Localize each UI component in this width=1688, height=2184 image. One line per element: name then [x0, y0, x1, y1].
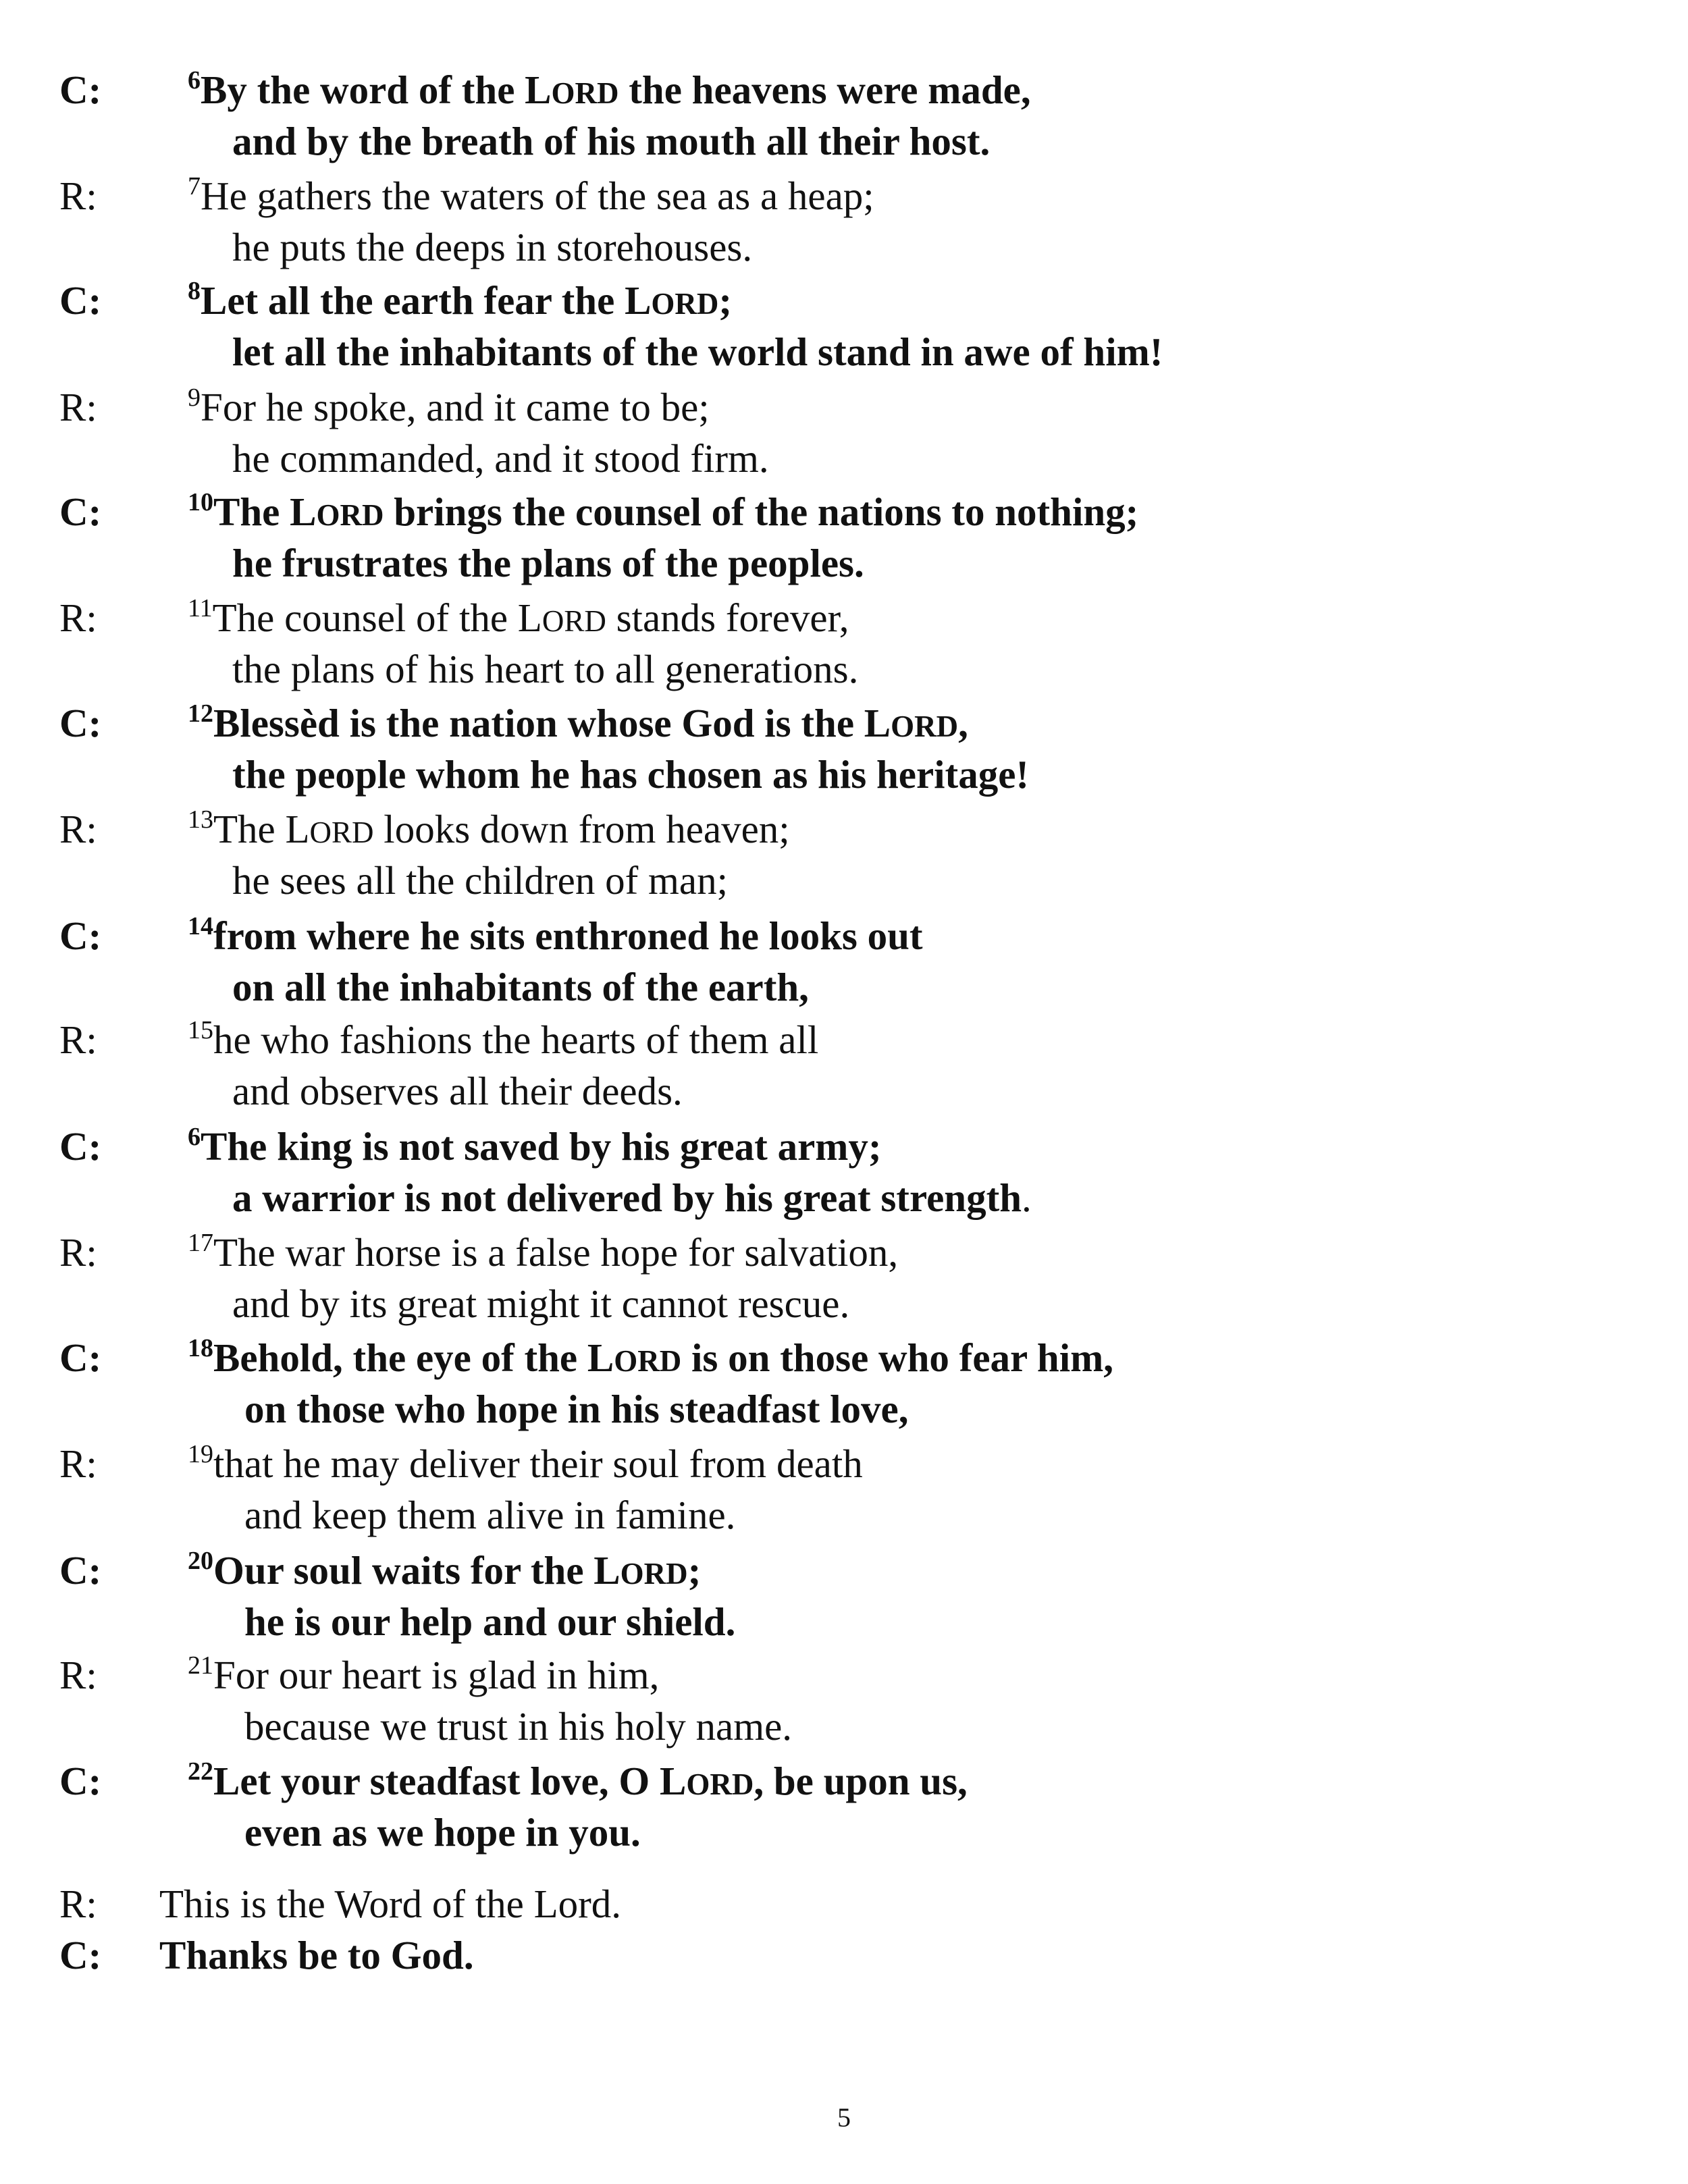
verse-line-1 — [188, 592, 849, 649]
speaker-label: R: — [59, 1017, 97, 1062]
verse-line-2 — [232, 115, 990, 167]
verse-text-segment: from where he sits enthroned he looks out — [213, 913, 923, 958]
verse-line-2 — [232, 1172, 1032, 1223]
congregation-verse — [0, 910, 1688, 1013]
verse-text-segment: Let all the earth fear the — [201, 278, 625, 323]
verse-line-1 — [188, 1755, 968, 1812]
verse-text-segment: that he may deliver their soul from death — [213, 1441, 863, 1486]
verse-text-segment: he commanded, and it stood firm. — [232, 436, 769, 481]
reader-verse — [0, 1014, 1688, 1117]
verse-number: 6 — [188, 66, 201, 95]
verse-text-segment: For he spoke, and it came to be; — [201, 385, 710, 429]
verse-line-1 — [188, 1227, 898, 1283]
verse-text-segment: The counsel of the — [212, 595, 518, 640]
verse-text-segment: Let your steadfast love, O — [213, 1759, 660, 1803]
verse-text-segment: on all the inhabitants of the earth, — [232, 965, 809, 1009]
verse-line-2 — [232, 433, 769, 484]
speaker-label: R: — [59, 1230, 97, 1275]
speaker-label: C: — [59, 68, 102, 112]
verse-text-segment: For our heart is glad in him, — [213, 1653, 660, 1697]
verse-line-2 — [232, 326, 1163, 377]
speaker-label: R: — [59, 174, 97, 218]
verse-text-segment: ; — [687, 1548, 702, 1593]
speaker-label: C: — [59, 489, 102, 534]
verse-text-segment: stands forever, — [606, 595, 849, 640]
verse-number: 13 — [188, 805, 213, 834]
verse-line-2 — [232, 643, 858, 695]
verse-text-segment: L — [594, 1548, 621, 1593]
speaker-label: R: — [59, 385, 97, 429]
congregation-response — [0, 1929, 1688, 1981]
verse-line-1 — [188, 910, 923, 967]
reader-verse — [0, 381, 1688, 484]
verse-text-segment: He gathers the waters of the sea as a heap; — [201, 174, 874, 218]
verse-text-segment: on those who hope in his steadfast love, — [244, 1387, 909, 1431]
verse-text-segment: ORD — [620, 1557, 688, 1591]
verse-text-segment: ORD — [309, 816, 374, 849]
verse-text-segment: is on those who fear him, — [681, 1335, 1113, 1380]
verse-line-2 — [244, 1807, 641, 1858]
verse-text-segment: L — [625, 278, 652, 323]
speaker-label: C: — [59, 278, 102, 323]
verse-line-1 — [188, 170, 874, 227]
verse-number: 12 — [188, 699, 213, 728]
verse-text-segment: ORD — [651, 287, 719, 321]
verse-text-segment: let all the inhabitants of the world stand in awe of him! — [232, 329, 1163, 374]
speaker-label: R: — [59, 1882, 97, 1926]
verse-line-1 — [188, 486, 1138, 543]
verse-text-segment: ORD — [891, 710, 959, 743]
verse-text-segment: The king is not saved by his great army; — [201, 1124, 882, 1169]
verse-text-segment: because we trust in his holy name. — [244, 1704, 793, 1749]
congregation-verse — [0, 486, 1688, 589]
reader-verse — [0, 1438, 1688, 1541]
congregation-verse — [0, 1545, 1688, 1647]
verse-text-segment: L — [864, 701, 891, 745]
verse-line-1 — [188, 1332, 1113, 1389]
verse-number: 20 — [188, 1547, 213, 1575]
page-number: 5 — [837, 2102, 851, 2133]
response-text: This is the Word of the Lord. — [159, 1882, 622, 1926]
verse-line-1 — [188, 1545, 701, 1601]
verse-text-segment: , be upon us, — [754, 1759, 968, 1803]
verse-line-2 — [232, 1065, 683, 1117]
speaker-label: C: — [59, 1124, 102, 1169]
speaker-label: C: — [59, 701, 102, 745]
reader-verse — [0, 170, 1688, 273]
verse-text-segment: he puts the deeps in storehouses. — [232, 225, 753, 269]
verse-text-segment: By the word of the — [201, 68, 525, 112]
verse-text-tail: . — [1022, 1175, 1032, 1220]
verse-line-1 — [188, 697, 968, 754]
verse-text-segment: L — [659, 1759, 687, 1803]
speaker-label: R: — [59, 1653, 97, 1697]
speaker-label: R: — [59, 595, 97, 640]
congregation-verse — [0, 697, 1688, 800]
verse-text-segment: ORD — [551, 76, 619, 110]
speaker-label: R: — [59, 807, 97, 851]
verse-text-segment: he is our help and our shield. — [244, 1599, 736, 1644]
speaker-label: C: — [59, 1759, 102, 1803]
verse-text-segment: the plans of his heart to all generations. — [232, 647, 859, 691]
verse-text-segment: he frustrates the plans of the peoples. — [232, 541, 864, 585]
verse-line-1 — [188, 803, 790, 860]
verse-text-segment: L — [517, 595, 542, 640]
congregation-verse — [0, 275, 1688, 377]
verse-line-1 — [188, 64, 1031, 121]
verse-number: 10 — [188, 488, 213, 516]
verse-number: 19 — [188, 1440, 213, 1468]
verse-number: 8 — [188, 277, 201, 305]
verse-text-segment: ORD — [542, 604, 606, 638]
verse-text-segment: Behold, the eye of the — [213, 1335, 587, 1380]
verse-line-2 — [232, 537, 864, 589]
verse-line-2 — [244, 1596, 735, 1647]
verse-line-1 — [188, 275, 732, 331]
verse-number: 17 — [188, 1229, 213, 1257]
verse-text-segment: ORD — [614, 1344, 682, 1378]
speaker-label: C: — [59, 913, 102, 958]
verse-line-2 — [232, 221, 752, 273]
verse-number: 14 — [188, 912, 213, 940]
verse-number: 9 — [188, 383, 201, 412]
verse-text-segment: brings the counsel of the nations to nothing; — [384, 489, 1139, 534]
verse-text-segment: and keep them alive in famine. — [244, 1493, 736, 1537]
speaker-label: C: — [59, 1548, 102, 1593]
verse-text-segment: ORD — [316, 498, 384, 532]
verse-line-1 — [188, 1649, 659, 1706]
verse-text-segment: L — [587, 1335, 614, 1380]
speaker-label: R: — [59, 1441, 97, 1486]
verse-number: 6 — [188, 1123, 201, 1151]
verse-text-segment: and by the breath of his mouth all their host. — [232, 119, 991, 163]
verse-line-1 — [188, 381, 710, 438]
congregation-verse — [0, 1332, 1688, 1435]
verse-line-1 — [188, 1014, 818, 1071]
verse-number: 11 — [188, 594, 213, 622]
reader-verse — [0, 1649, 1688, 1752]
verse-text-segment: , — [958, 701, 968, 745]
response-text: Thanks be to God. — [159, 1933, 474, 1977]
reader-verse — [0, 803, 1688, 906]
verse-text-segment: he sees all the children of man; — [232, 858, 728, 903]
verse-line-2 — [244, 1383, 908, 1435]
verse-line-1 — [188, 1438, 863, 1495]
verse-number: 22 — [188, 1757, 213, 1786]
verse-number: 15 — [188, 1016, 213, 1044]
verse-line-2 — [232, 961, 809, 1013]
verse-text-segment: Blessèd is the nation whose God is the — [213, 701, 864, 745]
verse-text-segment: and by its great might it cannot rescue. — [232, 1281, 850, 1326]
verse-line-2 — [232, 1278, 849, 1329]
verse-text-segment: ORD — [686, 1767, 754, 1801]
congregation-verse — [0, 64, 1688, 167]
verse-number: 7 — [188, 172, 201, 201]
verse-line-2 — [244, 1489, 735, 1541]
reader-verse — [0, 1227, 1688, 1329]
verse-number: 18 — [188, 1334, 213, 1362]
verse-text-segment: even as we hope in you. — [244, 1810, 641, 1855]
congregation-verse — [0, 1755, 1688, 1858]
verse-number: 21 — [188, 1651, 213, 1680]
verse-text-segment: and observes all their deeds. — [232, 1069, 683, 1113]
verse-text-segment: the people whom he has chosen as his heritage! — [232, 752, 1030, 797]
verse-text-segment: Our soul waits for the — [213, 1548, 594, 1593]
verse-line-2 — [232, 855, 728, 906]
verse-text-segment: L — [290, 489, 317, 534]
verse-line-1 — [188, 1121, 882, 1177]
speaker-label: C: — [59, 1933, 102, 1977]
reader-response — [0, 1878, 1688, 1929]
speaker-label: C: — [59, 1335, 102, 1380]
verse-text-segment: he who fashions the hearts of them all — [213, 1017, 819, 1062]
verse-text-segment: a warrior is not delivered by his great strength — [232, 1175, 1022, 1220]
verse-text-segment: The — [213, 489, 290, 534]
verse-text-segment: looks down from heaven; — [373, 807, 790, 851]
verse-text-segment: L — [285, 807, 310, 851]
verse-text-segment: the heavens were made, — [618, 68, 1031, 112]
verse-text-segment: The — [213, 807, 286, 851]
verse-text-segment: ; — [718, 278, 733, 323]
verse-line-2 — [232, 749, 1029, 800]
verse-line-2 — [244, 1701, 792, 1752]
verse-text-segment: The war horse is a false hope for salvation, — [213, 1230, 899, 1275]
verse-text-segment: L — [525, 68, 552, 112]
congregation-verse — [0, 1121, 1688, 1223]
reader-verse — [0, 592, 1688, 695]
